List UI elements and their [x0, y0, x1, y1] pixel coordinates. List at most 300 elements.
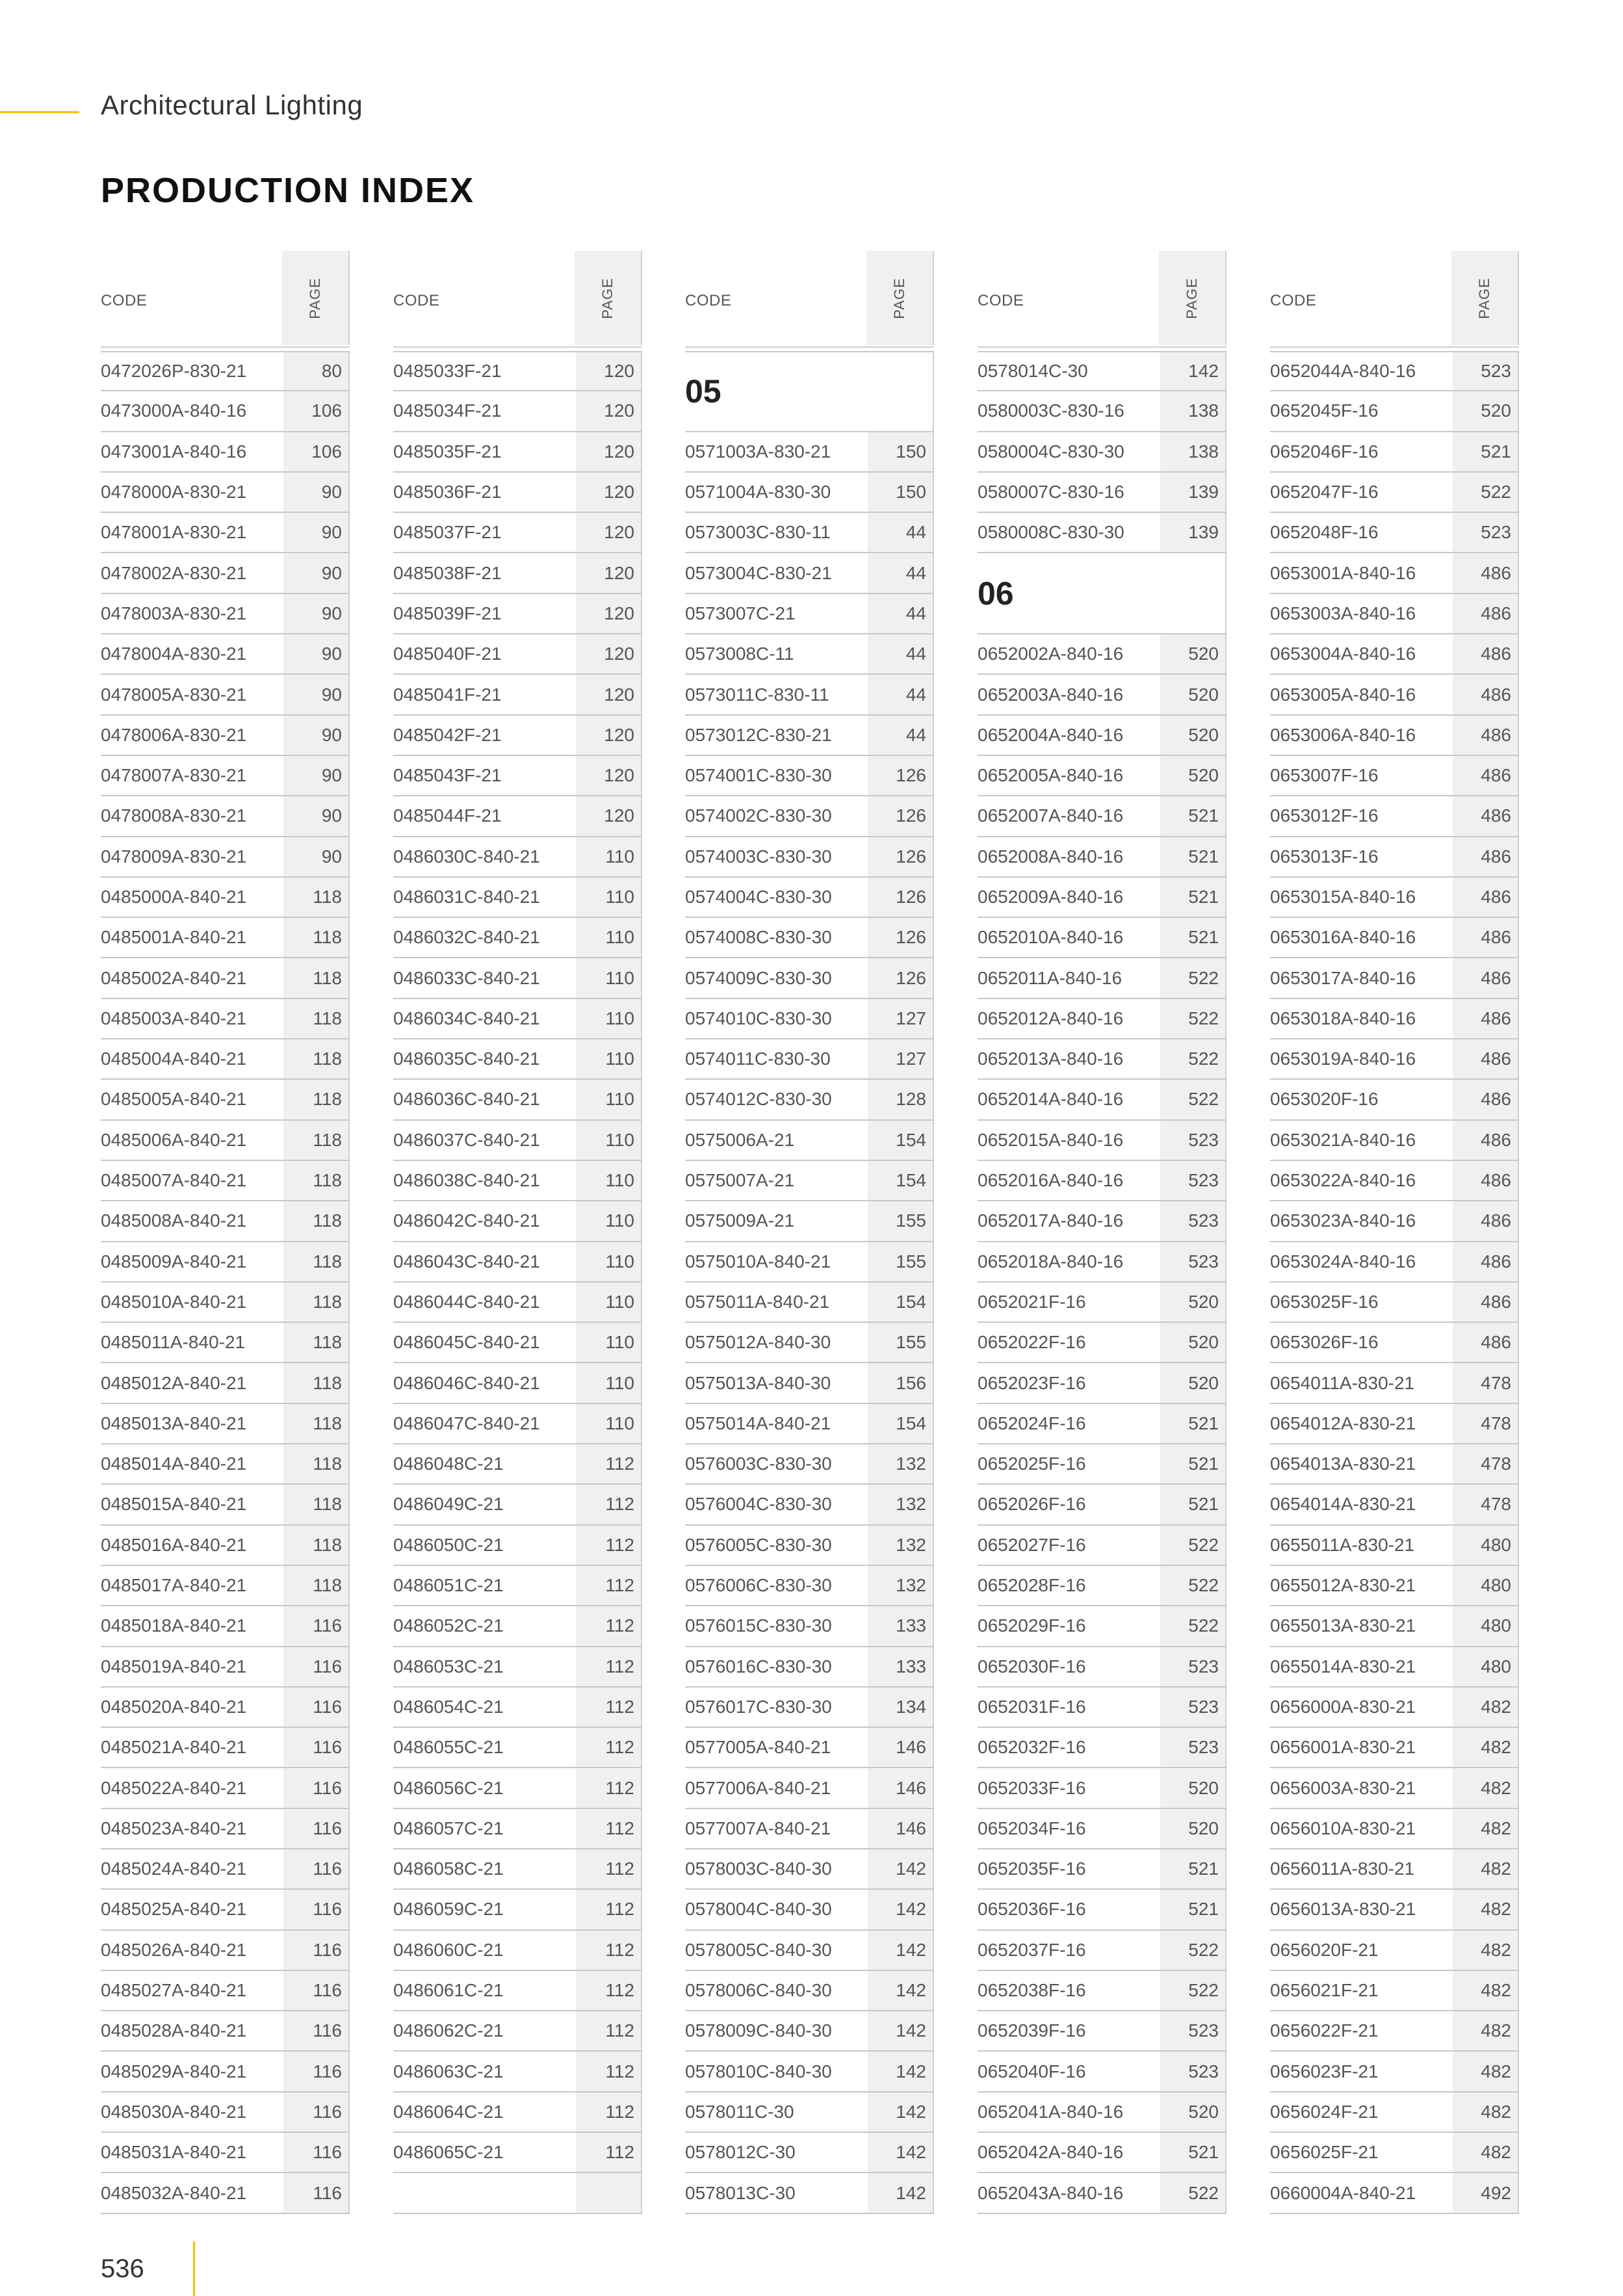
product-code: 0653025F-16: [1270, 1291, 1379, 1312]
product-code: 0485013A-840-21: [101, 1413, 247, 1433]
table-row: [101, 1971, 350, 2011]
table-row: [1270, 1080, 1519, 1120]
product-code: 0486060C-21: [393, 1939, 504, 1960]
column-header: [1270, 251, 1519, 348]
table-row: [685, 1526, 934, 1566]
page-reference: 520: [1160, 634, 1227, 673]
table-row: [393, 2011, 642, 2052]
product-code: 0652041A-840-16: [978, 2101, 1124, 2122]
product-code: 0574011C-830-30: [685, 1049, 831, 1069]
page-reference: 126: [868, 878, 934, 917]
product-code: 0652045F-16: [1270, 400, 1379, 421]
page-reference: 120: [576, 432, 642, 471]
page-reference: 120: [576, 756, 642, 795]
product-code: 0578011C-30: [685, 2101, 794, 2122]
page-reference: 120: [576, 594, 642, 633]
table-row: [1270, 1323, 1519, 1363]
page-reference: 118: [283, 878, 350, 917]
product-code: 0486055C-21: [393, 1737, 504, 1758]
table-row: [978, 1404, 1227, 1444]
page-reference: 522: [1160, 1080, 1227, 1119]
page-reference: 90: [283, 513, 350, 552]
page-reference: 112: [576, 1444, 642, 1483]
product-code: 0486064C-21: [393, 2101, 504, 2122]
table-row: [393, 351, 642, 391]
table-row: [101, 958, 350, 998]
page-reference: 520: [1160, 2093, 1227, 2132]
product-code: 0577005A-840-21: [685, 1737, 831, 1758]
page-reference: 482: [1453, 2133, 1519, 2172]
table-row: [101, 513, 350, 553]
page-reference: 482: [1453, 2011, 1519, 2050]
page-reference: 520: [1160, 1363, 1227, 1402]
group-label: 05: [685, 373, 721, 410]
product-code: 0656020F-21: [1270, 1939, 1379, 1960]
page-reference: 90: [283, 553, 350, 592]
section-title: Architectural Lighting: [101, 90, 363, 120]
product-code: 0485029A-840-21: [101, 2061, 247, 2081]
product-code: 0486059C-21: [393, 1899, 504, 1920]
page-reference: 118: [283, 999, 350, 1038]
table-row: [685, 1688, 934, 1728]
product-code: 0485018A-840-21: [101, 1615, 247, 1636]
table-row: [685, 1971, 934, 2011]
table-row: [393, 878, 642, 918]
group-header: [978, 553, 1227, 634]
product-code: 0656001A-830-21: [1270, 1737, 1416, 1758]
page-reference: 128: [868, 1080, 934, 1119]
table-row: [685, 675, 934, 715]
product-code: 0486030C-840-21: [393, 846, 540, 867]
table-row: [101, 1242, 350, 1283]
page-reference: 110: [576, 1121, 642, 1160]
product-code: 0575010A-840-21: [685, 1251, 831, 1272]
page-reference: 112: [576, 1890, 642, 1929]
product-code: 0656000A-830-21: [1270, 1696, 1416, 1717]
page-reference: 523: [1160, 1728, 1227, 1767]
page-reference: 118: [283, 1121, 350, 1160]
product-code: 0576015C-830-30: [685, 1615, 832, 1636]
product-code: 0652040F-16: [978, 2061, 1086, 2081]
index-rows: [101, 351, 350, 2214]
table-row: [393, 1444, 642, 1485]
table-row: [685, 473, 934, 513]
page-reference: 520: [1160, 1323, 1227, 1362]
page-reference: 150: [868, 473, 934, 512]
table-row: [685, 2011, 934, 2052]
page-reference: 142: [868, 2133, 934, 2172]
page-reference: 139: [1160, 473, 1227, 512]
page-reference: 90: [283, 796, 350, 835]
page-reference: 154: [868, 1161, 934, 1200]
page-reference: 486: [1453, 1161, 1519, 1200]
table-row: [101, 716, 350, 756]
product-code: 0576003C-830-30: [685, 1454, 832, 1474]
code-header: CODE: [978, 292, 1024, 309]
table-row: [1270, 391, 1519, 432]
page-reference: 116: [283, 1849, 350, 1888]
table-row: [685, 634, 934, 675]
product-code: 0575009A-21: [685, 1210, 795, 1231]
product-code: 0478009A-830-21: [101, 846, 247, 867]
product-code: 0578005C-840-30: [685, 1939, 832, 1960]
page-reference: 126: [868, 796, 934, 835]
product-code: 0571003A-830-21: [685, 441, 831, 462]
page-reference: 118: [283, 1363, 350, 1402]
product-code: 0652043A-840-16: [978, 2182, 1124, 2203]
product-code: 0652031F-16: [978, 1696, 1086, 1717]
page-reference: 138: [1160, 391, 1227, 430]
product-code: 0574008C-830-30: [685, 927, 832, 948]
page-reference: 478: [1453, 1444, 1519, 1483]
page-reference: 146: [868, 1768, 934, 1807]
table-row: [1270, 2173, 1519, 2213]
page-reference: 126: [868, 958, 934, 997]
table-row: [1270, 553, 1519, 594]
page-reference: 522: [1160, 2173, 1227, 2212]
page-reference: 486: [1453, 999, 1519, 1038]
product-code: 0486057C-21: [393, 1818, 504, 1838]
product-code: 0652004A-840-16: [978, 724, 1124, 745]
table-row: [685, 918, 934, 958]
product-code: 0486045C-840-21: [393, 1332, 540, 1353]
table-row: [1270, 1444, 1519, 1485]
group-divider: [933, 352, 934, 431]
table-row: [393, 594, 642, 634]
page-reference: 44: [868, 594, 934, 633]
product-code: 0652036F-16: [978, 1899, 1086, 1920]
product-code: 0578006C-840-30: [685, 1980, 832, 2001]
page-reference: 80: [283, 352, 350, 390]
page-reference: 523: [1160, 2052, 1227, 2091]
table-row: [1270, 1849, 1519, 1890]
table-row: [1270, 2052, 1519, 2092]
page-reference: 112: [576, 1566, 642, 1605]
page-reference: 154: [868, 1404, 934, 1443]
product-code: 0652026F-16: [978, 1494, 1086, 1515]
page-reference: 482: [1453, 2052, 1519, 2091]
index-column-3: [685, 251, 934, 2214]
product-code: 0574003C-830-30: [685, 846, 832, 867]
table-row: [101, 391, 350, 432]
product-code: 0652025F-16: [978, 1454, 1086, 1474]
table-row: [101, 473, 350, 513]
page-reference: 486: [1453, 837, 1519, 876]
table-row: [1270, 1242, 1519, 1283]
product-code: 0485037F-21: [393, 522, 502, 543]
product-code: 0654014A-830-21: [1270, 1494, 1416, 1515]
product-code: 0485025A-840-21: [101, 1899, 247, 1920]
page-reference: 523: [1160, 1647, 1227, 1686]
page-reference: 522: [1160, 1931, 1227, 1970]
table-row: [1270, 473, 1519, 513]
table-row: [978, 1566, 1227, 1606]
table-row: [101, 2133, 350, 2173]
page-reference: 521: [1160, 878, 1227, 917]
page-reference: 112: [576, 1849, 642, 1888]
table-row: [1270, 1363, 1519, 1403]
page-reference: 482: [1453, 1728, 1519, 1767]
product-code: 0653004A-840-16: [1270, 644, 1416, 664]
page-reference: 486: [1453, 1323, 1519, 1362]
table-row: [978, 351, 1227, 391]
product-code: 0652047F-16: [1270, 482, 1379, 502]
table-row: [978, 796, 1227, 837]
product-code: 0652021F-16: [978, 1291, 1086, 1312]
table-row: [685, 958, 934, 998]
table-row: [393, 1485, 642, 1525]
product-code: 0656011A-830-21: [1270, 1859, 1415, 1879]
product-code: 0485000A-840-21: [101, 887, 247, 907]
page-reference: 118: [283, 1283, 350, 1322]
table-row: [1270, 2093, 1519, 2133]
product-code: 0652042A-840-16: [978, 2142, 1124, 2163]
table-row: [393, 756, 642, 796]
page-reference: 90: [283, 473, 350, 512]
table-row: [685, 2093, 934, 2133]
table-row: [1270, 1890, 1519, 1930]
page-reference: 112: [576, 1606, 642, 1645]
product-code: 0485040F-21: [393, 644, 502, 664]
product-code: 0578004C-840-30: [685, 1899, 832, 1920]
table-row: [685, 716, 934, 756]
page-reference: 521: [1160, 837, 1227, 876]
page-reference: 118: [283, 958, 350, 997]
page-header: PAGE: [575, 251, 642, 345]
table-row: [101, 351, 350, 391]
table-row: [1270, 1121, 1519, 1161]
product-code: 0485010A-840-21: [101, 1291, 247, 1312]
table-row: [1270, 675, 1519, 715]
product-code: 0578009C-840-30: [685, 2020, 832, 2041]
index-rows: [393, 351, 642, 2214]
table-row: [393, 958, 642, 998]
product-code: 0478001A-830-21: [101, 522, 247, 543]
table-row: [101, 1283, 350, 1323]
page-reference: 150: [868, 432, 934, 471]
product-code: 0574009C-830-30: [685, 967, 832, 988]
product-code: 0486032C-840-21: [393, 927, 540, 948]
page-reference: 110: [576, 918, 642, 957]
table-row: [101, 1404, 350, 1444]
page-reference: 520: [1160, 716, 1227, 755]
product-code: 0485021A-840-21: [101, 1737, 247, 1758]
table-row: [393, 1606, 642, 1647]
table-row: [978, 918, 1227, 958]
table-row: [978, 675, 1227, 715]
table-row: [685, 1444, 934, 1485]
page-reference: 133: [868, 1606, 934, 1645]
product-code: 0478004A-830-21: [101, 644, 247, 664]
table-row: [978, 1768, 1227, 1808]
page-reference: 90: [283, 634, 350, 673]
table-row: [1270, 1971, 1519, 2011]
page-reference: 154: [868, 1121, 934, 1160]
page-reference: 44: [868, 634, 934, 673]
product-code: 0652044A-840-16: [1270, 361, 1416, 382]
product-code: 0486034C-840-21: [393, 1008, 540, 1028]
product-code: 0485027A-840-21: [101, 1980, 247, 2001]
table-row: [393, 1039, 642, 1080]
page-reference: 120: [576, 473, 642, 512]
product-code: 0478002A-830-21: [101, 562, 247, 583]
page-reference: 116: [283, 2011, 350, 2050]
page-reference: 522: [1160, 1526, 1227, 1565]
table-row: [1270, 918, 1519, 958]
table-row: [101, 756, 350, 796]
table-row: [978, 391, 1227, 432]
page-reference: 127: [868, 1039, 934, 1078]
page-reference: 112: [576, 1931, 642, 1970]
product-code: 0653016A-840-16: [1270, 927, 1416, 948]
table-row: [393, 1688, 642, 1728]
page-header: PAGE: [1159, 251, 1227, 345]
table-row: [393, 1728, 642, 1768]
page-reference: 480: [1453, 1526, 1519, 1565]
table-row: [393, 2052, 642, 2092]
table-row: [1270, 594, 1519, 634]
table-row: [393, 1323, 642, 1363]
table-row: [685, 2173, 934, 2213]
table-row: [685, 1809, 934, 1849]
table-row: [101, 1080, 350, 1120]
table-row: [685, 513, 934, 553]
table-row: [393, 1363, 642, 1403]
page-reference: 112: [576, 2133, 642, 2172]
table-row: [393, 391, 642, 432]
product-code: 0485030A-840-21: [101, 2101, 247, 2122]
product-code: 0652039F-16: [978, 2020, 1086, 2041]
table-row: [1270, 1728, 1519, 1768]
page-reference: 523: [1160, 1201, 1227, 1240]
column-header: [101, 251, 350, 348]
table-row: [393, 1080, 642, 1120]
page-reference: 521: [1160, 2133, 1227, 2172]
code-header: CODE: [685, 292, 732, 309]
product-code: 0652035F-16: [978, 1859, 1086, 1879]
page-reference: 116: [283, 1768, 350, 1807]
table-row: [978, 473, 1227, 513]
table-row: [978, 716, 1227, 756]
page-reference: 486: [1453, 1039, 1519, 1078]
page-reference: 142: [868, 1931, 934, 1970]
page-reference: 486: [1453, 878, 1519, 917]
table-row: [1270, 2011, 1519, 2052]
table-row: [393, 1121, 642, 1161]
product-code: 0485022A-840-21: [101, 1777, 247, 1798]
product-code: 0652011A-840-16: [978, 967, 1123, 988]
product-code: 0653005A-840-16: [1270, 684, 1416, 705]
product-code: 0577006A-840-21: [685, 1777, 831, 1798]
table-row: [101, 1809, 350, 1849]
product-code: 0656013A-830-21: [1270, 1899, 1416, 1920]
table-row: [393, 473, 642, 513]
page-header: PAGE: [1451, 251, 1519, 345]
product-code: 0485004A-840-21: [101, 1049, 247, 1069]
table-row: [978, 756, 1227, 796]
page-reference: 523: [1160, 1242, 1227, 1281]
page-reference: 118: [283, 1404, 350, 1443]
product-code: 0485001A-840-21: [101, 927, 247, 948]
product-code: 0485036F-21: [393, 482, 502, 502]
product-code: 0655014A-830-21: [1270, 1656, 1416, 1676]
product-code: 0485044F-21: [393, 805, 502, 826]
page-reference: 142: [868, 2011, 934, 2050]
product-code: 0656024F-21: [1270, 2101, 1379, 2122]
product-code: 0485003A-840-21: [101, 1008, 247, 1028]
page-reference: 138: [1160, 432, 1227, 471]
product-code: 0653013F-16: [1270, 846, 1379, 867]
table-row: [101, 1768, 350, 1808]
product-code: 0652012A-840-16: [978, 1008, 1124, 1028]
product-code: 0653012F-16: [1270, 805, 1379, 826]
table-row: [978, 1201, 1227, 1242]
page-reference: 110: [576, 958, 642, 997]
product-code: 0576004C-830-30: [685, 1494, 832, 1515]
table-row: [393, 1161, 642, 1201]
table-row: [685, 1323, 934, 1363]
page-reference: 132: [868, 1526, 934, 1565]
page-reference: 112: [576, 1647, 642, 1686]
table-row: [393, 2093, 642, 2133]
product-code: 0485043F-21: [393, 765, 502, 786]
page-reference: 142: [868, 2052, 934, 2091]
product-code: 0652024F-16: [978, 1413, 1086, 1433]
table-row: [685, 2052, 934, 2092]
product-code: 0653023A-840-16: [1270, 1210, 1416, 1231]
product-code: 0485038F-21: [393, 562, 502, 583]
product-code: 0576016C-830-30: [685, 1656, 832, 1676]
page-reference: 118: [283, 1080, 350, 1119]
table-row: [978, 2011, 1227, 2052]
page-reference: 120: [576, 716, 642, 755]
table-row: [101, 999, 350, 1039]
page-reference: 142: [868, 1890, 934, 1929]
product-code: 0652037F-16: [978, 1939, 1086, 1960]
table-row: [1270, 432, 1519, 473]
page-reference: 116: [283, 2173, 350, 2212]
product-code: 0576017C-830-30: [685, 1696, 832, 1717]
page-reference: 110: [576, 999, 642, 1038]
table-row: [393, 1283, 642, 1323]
product-code: 0485019A-840-21: [101, 1656, 247, 1676]
page-reference: 118: [283, 1201, 350, 1240]
table-row: [101, 1121, 350, 1161]
table-row: [393, 1526, 642, 1566]
page-reference: 486: [1453, 1201, 1519, 1240]
table-row: [101, 2173, 350, 2213]
product-code: 0486043C-840-21: [393, 1251, 540, 1272]
table-row: [978, 1688, 1227, 1728]
table-row: [978, 1242, 1227, 1283]
product-code: 0575011A-840-21: [685, 1291, 830, 1312]
page-reference: 112: [576, 1688, 642, 1727]
table-row: [1270, 1566, 1519, 1606]
table-row: [1270, 1201, 1519, 1242]
table-row: [685, 1283, 934, 1323]
page-reference: 132: [868, 1485, 934, 1524]
product-code: 0656022F-21: [1270, 2020, 1379, 2041]
product-code: 0574010C-830-30: [685, 1008, 832, 1028]
table-row: [101, 1444, 350, 1485]
table-row: [393, 1971, 642, 2011]
page-reference: 482: [1453, 1931, 1519, 1970]
index-column-5: [1270, 251, 1519, 2214]
page-reference: 486: [1453, 1080, 1519, 1119]
page-reference: 478: [1453, 1363, 1519, 1402]
page-reference: 44: [868, 513, 934, 552]
product-code: 0485039F-21: [393, 603, 502, 623]
